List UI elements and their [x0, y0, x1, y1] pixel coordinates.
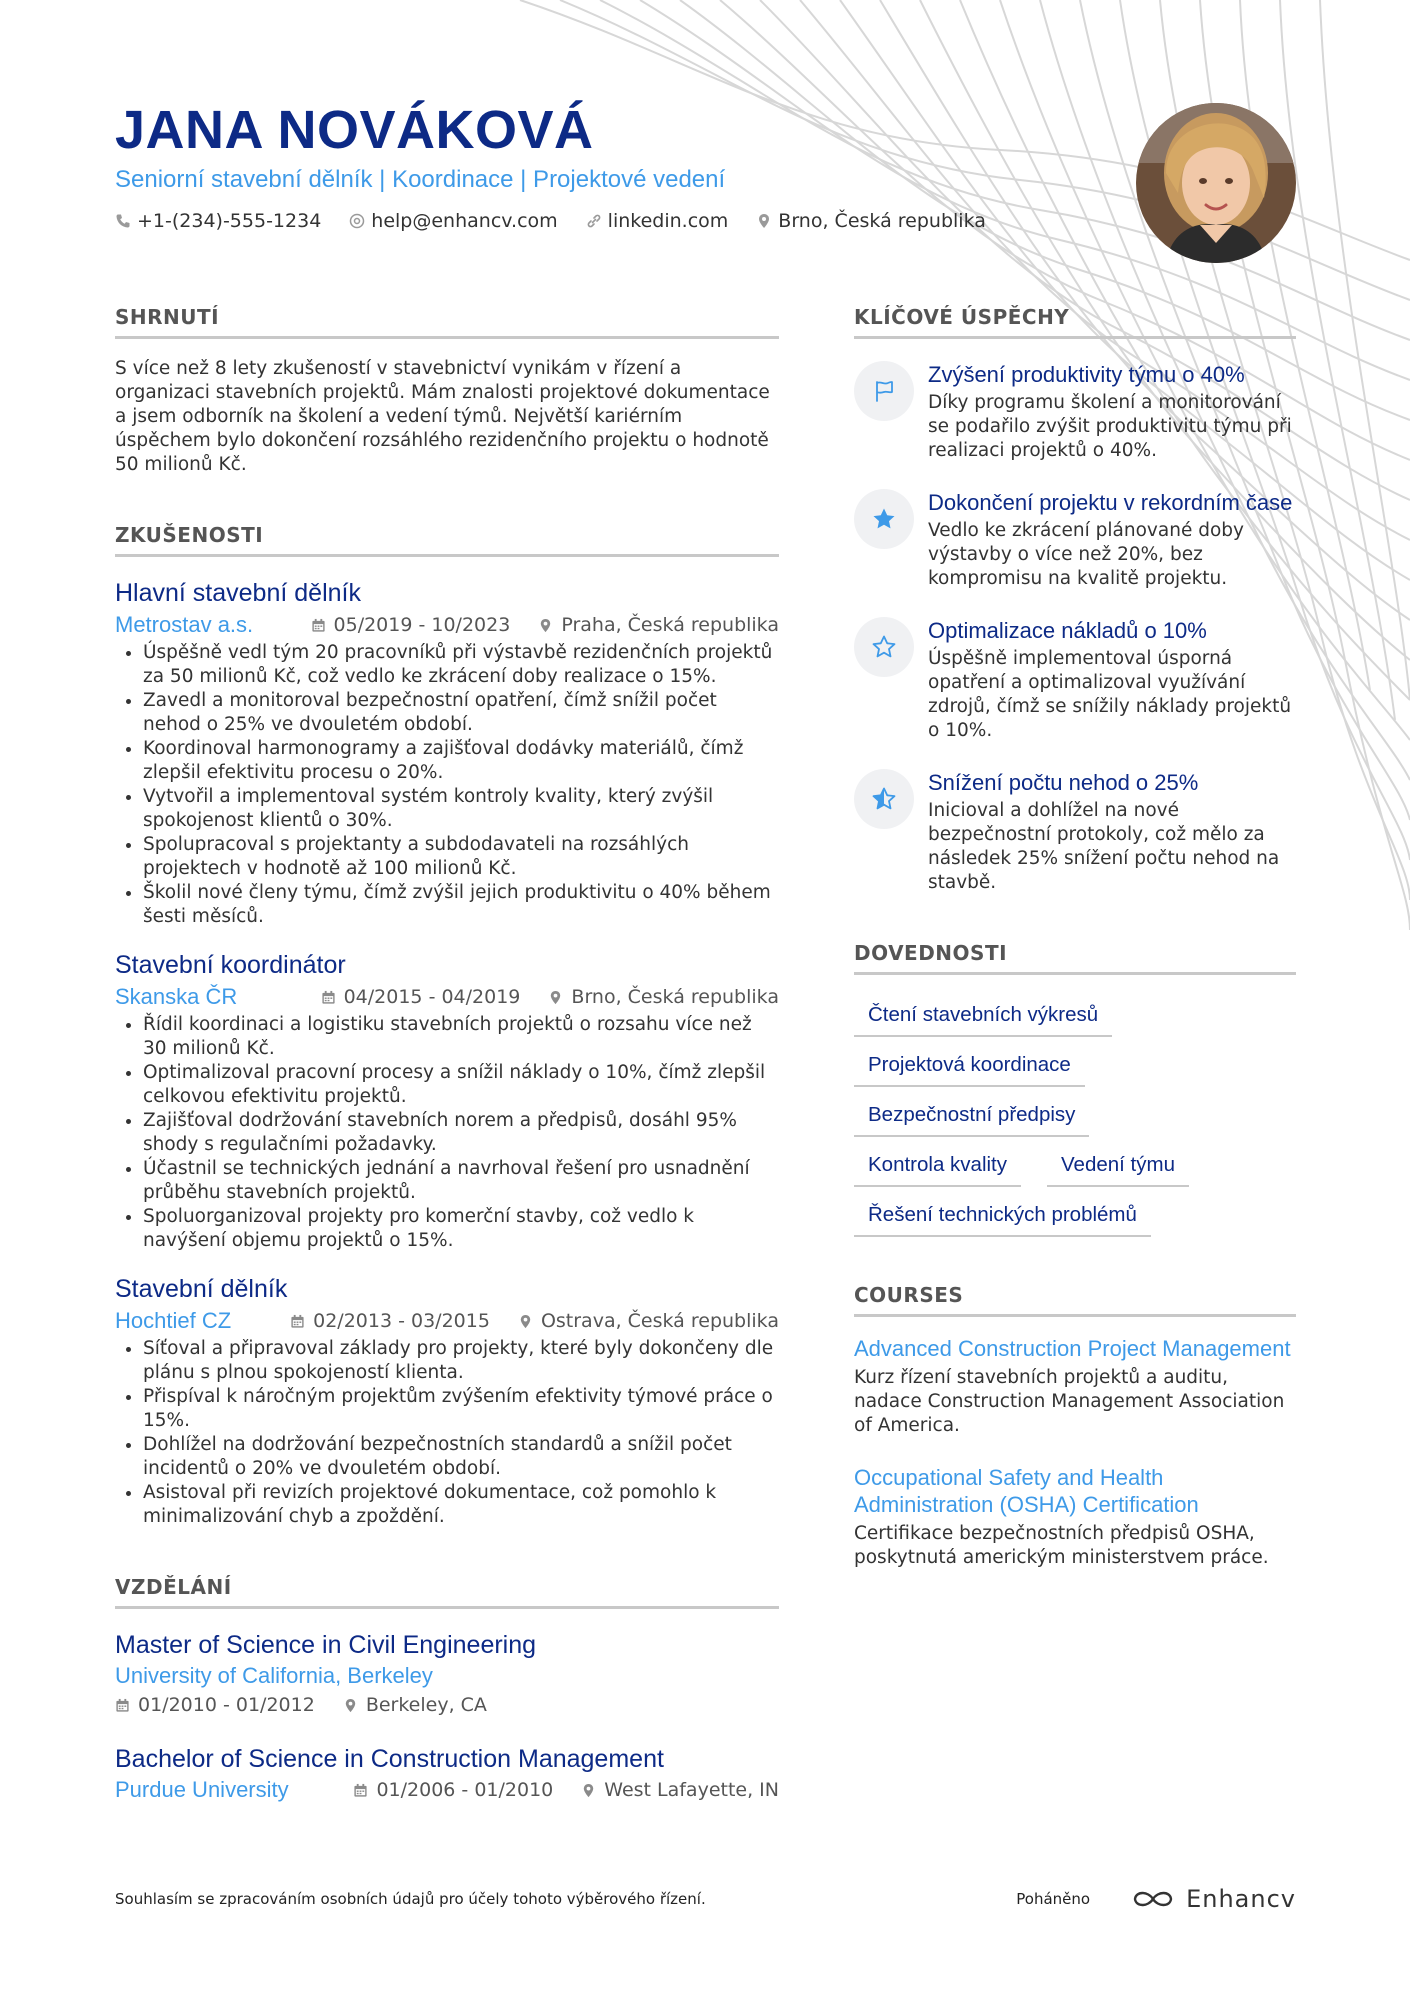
location-pin-icon: [581, 1783, 596, 1798]
calendar-icon: [290, 1314, 305, 1329]
job-bullet: • Účastnil se technických jednání a navrhoval řešení pro usnadnění průběhu stavebních projektů.: [143, 1157, 779, 1205]
star-filled-icon: [854, 489, 914, 549]
job-location: [548, 983, 779, 1011]
job-bullet: • Koordinoval harmonogramy a zajišťoval dodávky materiálů, čímž zlepšil efektivitu procesu o 20%.: [143, 737, 779, 785]
skill-tag: Projektová koordinace: [854, 1043, 1085, 1087]
job-dates: [321, 983, 521, 1011]
job-dates-text: 04/2015 - 04/2019: [343, 986, 521, 1008]
location-pin-icon: [343, 1698, 358, 1713]
location-pin-icon: [756, 213, 772, 229]
education-location-text: Berkeley, CA: [365, 1694, 487, 1716]
education-dates-text: 01/2010 - 01/2012: [138, 1694, 315, 1716]
degree-title: Bachelor of Science in Construction Management: [115, 1745, 664, 1773]
job-company: Hochtief CZ: [115, 1308, 232, 1333]
job-company: Skanska ČR: [115, 984, 238, 1009]
star-outline-icon: [854, 617, 914, 677]
candidate-name: JANA NOVÁKOVÁ: [115, 100, 594, 160]
achievement-title: Snížení počtu nehod o 25%: [928, 770, 1199, 795]
education-location: [343, 1691, 487, 1719]
calendar-icon: [353, 1783, 368, 1798]
job-bullet: • Dohlížel na dodržování bezpečnostních standardů a snížil počet incidentů o 20% ve dvouletém období.: [143, 1433, 779, 1481]
job-entry: [115, 577, 779, 929]
linkedin-text: linkedin.com: [607, 210, 729, 232]
course-title: Advanced Construction Project Management: [854, 1336, 1291, 1361]
contact-linkedin[interactable]: [586, 210, 729, 232]
job-entry: [115, 949, 779, 1253]
job-bullets: [115, 641, 779, 929]
enhancv-logo[interactable]: [1130, 1885, 1296, 1913]
job-bullet: • Asistoval při revizích projektové dokumentace, což pomohlo k minimalizování chyb a zpoždění.: [143, 1481, 779, 1529]
job-title: Stavební koordinátor: [115, 951, 346, 979]
job-dates: [311, 611, 511, 639]
location-pin-icon: [538, 618, 553, 633]
education-dates: [115, 1691, 315, 1719]
consent-text: Souhlasím se zpracováním osobních údajů pro účely tohoto výběrového řízení.: [115, 1890, 706, 1908]
degree-title: Master of Science in Civil Engineering: [115, 1631, 537, 1659]
job-meta: [115, 1307, 779, 1335]
job-location-text: Brno, Česká republika: [571, 986, 779, 1008]
location-pin-icon: [548, 990, 563, 1005]
job-bullet: • Spoluorganizoval projekty pro komerční stavby, což vedlo k navýšení objemu projektů o 15%.: [143, 1205, 779, 1253]
job-bullet: • Řídil koordinaci a logistiku stavebních projektů o rozsahu více než 30 milionů Kč.: [143, 1013, 779, 1061]
powered-by-label: Poháněno: [1016, 1890, 1091, 1908]
achievement-item: [854, 361, 1296, 463]
job-bullets: [115, 1013, 779, 1253]
job-bullet: • Síťoval a připravoval základy pro projekty, které byly dokončeny dle plánu s plnou spokojeností klienta.: [143, 1337, 779, 1385]
contact-email[interactable]: [349, 210, 557, 232]
contact-location: [756, 210, 986, 232]
location-text: Brno, Česká republika: [778, 210, 986, 232]
skills-list: [854, 987, 1296, 1237]
job-bullet: • Spolupracoval s projektanty a subdodavateli na rozsáhlých projektech v hodnotě až 100 milionů Kč.: [143, 833, 779, 881]
skill-tag: Řešení technických problémů: [854, 1193, 1151, 1237]
course-item: [854, 1464, 1296, 1570]
education-meta: [115, 1691, 779, 1719]
job-bullet: • Přispíval k náročným projektům zvýšením efektivity týmové práce o 15%.: [143, 1385, 779, 1433]
school-name: Purdue University: [115, 1777, 289, 1802]
job-location-text: Ostrava, Česká republika: [540, 1310, 779, 1332]
course-title: Occupational Safety and Health Administration (OSHA) Certification: [854, 1465, 1199, 1517]
course-description: Kurz řízení stavebních projektů a auditu, nadace Construction Management Association of America.: [854, 1367, 1285, 1436]
job-company: Metrostav a.s.: [115, 612, 254, 637]
summary-text: S více než 8 lety zkušeností v stavebnictví vynikám v řízení a organizaci stavebních projektů. Mám znalosti projektové dokumentace a jsem odborník na školení a vedení týmů. Největší kariérním úspěchem bylo dokončení rozsáhlého rezidenčního projektu o hodnotě 50 milionů Kč.: [115, 358, 770, 475]
achievement-item: [854, 617, 1296, 743]
phone-text: +1-(234)-555-1234: [137, 210, 322, 232]
job-meta: [115, 611, 779, 639]
skill-tag: Bezpečnostní předpisy: [854, 1093, 1089, 1137]
courses-heading: COURSES: [854, 1283, 1296, 1317]
skill-tag: Čtení stavebních výkresů: [854, 993, 1112, 1037]
achievement-title: Zvýšení produktivity týmu o 40%: [928, 362, 1245, 387]
resume-header: [115, 100, 1095, 232]
summary-heading: SHRNUTÍ: [115, 305, 779, 339]
profile-photo: [1136, 103, 1296, 263]
at-icon: [349, 213, 365, 229]
job-entry: [115, 1273, 779, 1529]
achievement-item: [854, 769, 1296, 895]
brand-name: Enhancv: [1186, 1885, 1296, 1913]
skill-tag: Vedení týmu: [1047, 1143, 1189, 1187]
job-bullet: • Úspěšně vedl tým 20 pracovníků při výstavbě rezidenčních projektů za 50 milionů Kč, což vedlo ke zkrácení doby realizace o 15%.: [143, 641, 779, 689]
achievement-description: Vedlo ke zkrácení plánované doby výstavby o více než 20%, bez kompromisu na kvalitě projektu.: [928, 520, 1244, 589]
candidate-headline: Seniorní stavební dělník | Koordinace | Projektové vedení: [115, 166, 726, 193]
education-dates: [353, 1776, 553, 1804]
location-pin-icon: [518, 1314, 533, 1329]
education-location-text: West Lafayette, IN: [604, 1779, 779, 1801]
job-bullet: • Zajišťoval dodržování stavebních norem a předpisů, dosáhl 95% shody s regulačními požadavky.: [143, 1109, 779, 1157]
flag-icon: [854, 361, 914, 421]
job-bullet: • Optimalizoval pracovní procesy a snížil náklady o 10%, čímž zlepšil celkovou efektivitu projektů.: [143, 1061, 779, 1109]
job-location-text: Praha, Česká republika: [561, 614, 779, 636]
star-half-icon: [854, 769, 914, 829]
job-meta: [115, 983, 779, 1011]
job-bullet: • Školil nové členy týmu, čímž zvýšil jejich produktivitu o 40% během šesti měsíců.: [143, 881, 779, 929]
achievement-item: [854, 489, 1296, 591]
link-icon: [586, 213, 602, 229]
achievement-description: Úspěšně implementoval úsporná opatření a optimalizoval využívání zdrojů, čímž se snížily náklady projektů o 10%.: [928, 648, 1292, 741]
phone-icon: [115, 213, 131, 229]
job-title: Stavební dělník: [115, 1275, 288, 1303]
job-location: [538, 611, 779, 639]
achievement-description: Díky programu školení a monitorování se podařilo zvýšit produktivitu týmu při realizaci projektů o 40%.: [928, 392, 1292, 461]
education-entry: [115, 1629, 779, 1719]
achievement-title: Optimalizace nákladů o 10%: [928, 618, 1207, 643]
achievements-heading: KLÍČOVÉ ÚSPĚCHY: [854, 305, 1296, 339]
calendar-icon: [115, 1698, 130, 1713]
page-footer: [115, 1885, 1296, 1913]
skills-heading: DOVEDNOSTI: [854, 941, 1296, 975]
experience-heading: ZKUŠENOSTI: [115, 523, 779, 557]
contact-phone[interactable]: [115, 210, 321, 232]
education-heading: VZDĚLÁNÍ: [115, 1575, 779, 1609]
school-name: University of California, Berkeley: [115, 1663, 433, 1688]
email-text: help@enhancv.com: [371, 210, 558, 232]
calendar-icon: [311, 618, 326, 633]
left-column: [115, 305, 779, 1805]
education-location: [581, 1776, 779, 1804]
skill-tag: Kontrola kvality: [854, 1143, 1021, 1187]
achievement-description: Inicioval a dohlížel na nové bezpečnostní protokoly, což mělo za následek 25% snížení počtu nehod na stavbě.: [928, 800, 1280, 893]
infinity-logo-icon: [1130, 1887, 1176, 1911]
job-bullets: [115, 1337, 779, 1529]
job-location: [518, 1307, 779, 1335]
job-dates-text: 02/2013 - 03/2015: [313, 1310, 490, 1332]
job-bullet: • Zavedl a monitoroval bezpečnostní opatření, čímž snížil počet nehod o 25% ve dvouletém období.: [143, 689, 779, 737]
calendar-icon: [321, 990, 336, 1005]
job-dates-text: 05/2019 - 10/2023: [333, 614, 511, 636]
achievement-title: Dokončení projektu v rekordním čase: [928, 490, 1293, 515]
education-dates-text: 01/2006 - 01/2010: [376, 1779, 554, 1801]
education-meta: [115, 1775, 779, 1805]
course-item: [854, 1335, 1296, 1438]
right-column: [854, 305, 1296, 1570]
education-entry: [115, 1743, 779, 1805]
job-bullet: • Vytvořil a implementoval systém kontroly kvality, který zvýšil spokojenost klientů o 30%.: [143, 785, 779, 833]
avatar-illustration: [1136, 103, 1296, 263]
job-dates: [290, 1307, 490, 1335]
job-title: Hlavní stavební dělník: [115, 579, 361, 607]
course-description: Certifikace bezpečnostních předpisů OSHA, poskytnutá americkým ministerstvem práce.: [854, 1523, 1269, 1568]
contact-row: [115, 210, 1095, 232]
